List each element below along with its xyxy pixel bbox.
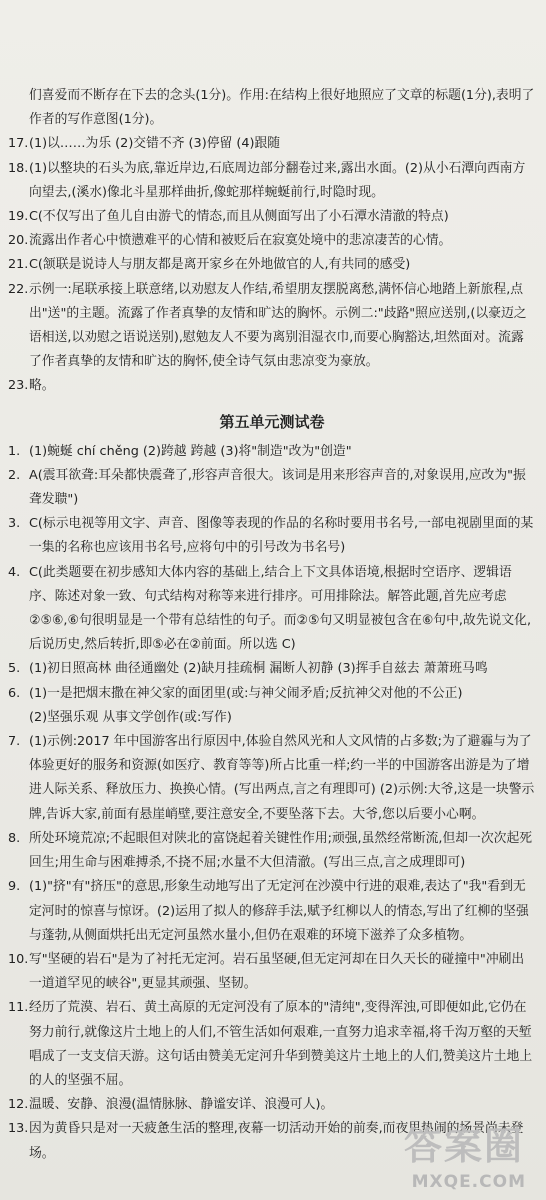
answer-text: (1)示例:2017 年中国游客出行原因中,体验自然风光和人文风情的占多数;为了避霾与为了体验更好的服务和资源(如医疗、教育等等)所占比重一样;约一半的中国游客出游是为了增进人际关系、释放压力、换换心情。(写出两点,言之有理即可) (2)示例:大爷,这是一块警示牌,告诉大家,前面有悬崖峭壁,要注意安全,不要坠落下去。大爷,您以后要小心啊。	[29, 734, 535, 822]
answer-text: 示例一:尾联承接上联意绪,以劝慰友人作结,希望朋友摆脱离愁,满怀信心地踏上新旅程,点出"送"的主题。流露了作者真挚的友情和旷达的胸怀。示例二:"歧路"照应送别,(以豪迈之语相送,以劝慰之语说送别),慰勉友人不要为离别泪湿衣巾,而要心胸豁达,坦然面对。流露了作者真挚的友情和旷达的胸怀,使全诗气氛由悲凉变为豪放。	[29, 281, 527, 370]
answer-text: 经历了荒漠、岩石、黄土高原的无定河没有了原本的"清纯",变得浑浊,可即便如此,它仍在努力前行,就像这片土地上的人们,不管生活如何艰难,一直努力追求幸福,将千沟万壑的天堑唱成了一支支信天游。这句话由赞美无定河升华到赞美这片土地上的人们,赞美这片土地上的人的坚强不屈。	[29, 1000, 533, 1088]
answer-number: 3.	[8, 516, 21, 532]
watermark-url: MXQE.COM	[411, 1172, 526, 1192]
answer-text: A(震耳欲聋:耳朵都快震聋了,形容声音很大。该词是用来形容声音的,对象误用,应改为"振聋发聩")	[29, 467, 526, 508]
answer-number: 4.	[8, 564, 21, 580]
answer-12	[8, 1093, 536, 1117]
answer-10	[8, 948, 536, 996]
answer-4	[8, 561, 536, 658]
answer-19	[8, 205, 536, 229]
answer-21	[8, 253, 536, 277]
answer-number: 7.	[8, 734, 21, 750]
answer-text: 写"坚硬的岩石"是为了衬托无定河。岩石虽坚硬,但无定河却在日久天长的碰撞中"冲刷出一道道罕见的峡谷",更显其顽强、坚韧。	[29, 951, 525, 992]
answer-9	[8, 875, 536, 948]
answer-number: 1.	[8, 443, 21, 459]
answer-number: 2.	[8, 467, 21, 483]
answer-text: C(标示电视等用文字、声音、图像等表现的作品的名称时要用书名号,一部电视剧里面的某一集的名称也应该用书名号,应将句中的引号改为书名号)	[29, 516, 534, 556]
answer-text: (1)以整块的石头为底,靠近岸边,石底周边部分翻卷过来,露出水面。(2)从小石潭向西南方向望去,(溪水)像北斗星那样曲折,像蛇那样蜿蜒前行,时隐时现。	[29, 160, 526, 200]
answer-number: 21.	[8, 257, 29, 273]
answer-number: 22.	[8, 281, 29, 297]
watermark-text: 答案圈	[403, 1124, 524, 1168]
answer-number: 19.	[8, 209, 29, 225]
answer-text: (1)蜿蜒 chí chěng (2)跨越 跨越 (3)将"制造"改为"创造"	[29, 443, 352, 459]
answer-18	[8, 157, 536, 205]
answer-5	[8, 657, 536, 681]
carryover-paragraph	[8, 84, 536, 132]
answer-number: 12.	[8, 1097, 29, 1113]
answer-number: 11.	[8, 1000, 29, 1016]
answer-number: 13.	[8, 1121, 29, 1137]
answer-11	[8, 996, 536, 1093]
answer-text: 流露出作者心中愤懑难平的心情和被贬后在寂寞处境中的悲凉凄苦的心情。	[29, 233, 452, 249]
answer-1	[8, 440, 536, 464]
carryover-text: 们喜爱而不断存在下去的念头(1分)。作用:在结构上很好地照应了文章的标题(1分),表明了作者的写作意图(1分)。	[29, 88, 535, 128]
answer-23	[8, 374, 536, 398]
answer-number: 23.	[8, 378, 29, 394]
answer-number: 5.	[8, 661, 21, 677]
answer-text: (1)"挤"有"挤压"的意思,形象生动地写出了无定河在沙漠中行进的艰难,表达了"我"看到无定河时的惊喜与惊讶。(2)运用了拟人的修辞手法,赋予红柳以人的情态,写出了红柳的坚强与蓬勃,从侧面烘托出无定河虽然水量小,但仍在艰难的环境下滋养了众多植物。	[29, 879, 529, 943]
answer-7	[8, 730, 536, 827]
answer-6-part2	[8, 706, 536, 730]
answer-17	[8, 132, 536, 156]
answer-3	[8, 512, 536, 560]
answer-number: 10.	[8, 951, 29, 967]
answer-text: (1)初日照高林 曲径通幽处 (2)缺月挂疏桐 漏断人初静 (3)挥手自兹去 萧萧班马鸣	[29, 661, 488, 677]
answer-8	[8, 827, 536, 875]
answer-2	[8, 464, 536, 512]
section-title: 第五单元测试卷	[219, 412, 325, 431]
answer-20	[8, 229, 536, 253]
answer-text: (2)坚强乐观 从事文学创作(或:写作)	[29, 709, 232, 725]
answer-text: C(不仅写出了鱼儿自由游弋的情态,而且从侧面写出了小石潭水清澈的特点)	[29, 209, 449, 225]
answer-text: 所处环境荒凉;不起眼但对陕北的富饶起着关键性作用;顽强,虽然经常断流,但却一次次起死回生;用生命与困难搏杀,不挠不屈;水量不大但清澈。(写出三点,言之成理即可)	[29, 830, 533, 871]
answer-number: 18.	[8, 160, 29, 176]
answer-number: 8.	[8, 830, 21, 846]
answer-text: (1)一是把烟末撒在神父家的面团里(或:与神父闹矛盾;反抗神父对他的不公正)	[29, 685, 463, 701]
answer-number: 9.	[8, 879, 21, 895]
answer-text: 因为黄昏只是对一天疲惫生活的整理,夜幕一切活动开始的前奏,而夜里热闹的场景尚未登场。	[29, 1121, 524, 1161]
answer-content	[8, 84, 536, 1166]
answer-number: 17.	[8, 136, 29, 152]
answer-text: (1)以……为乐 (2)交错不齐 (3)停留 (4)跟随	[29, 136, 281, 152]
answer-number: 6.	[8, 685, 21, 701]
answer-number: 20.	[8, 233, 29, 249]
answer-22	[8, 278, 536, 375]
watermark-logo	[398, 1126, 538, 1194]
answer-text: 温暖、安静、浪漫(温情脉脉、静谧安详、浪漫可人)。	[29, 1097, 334, 1113]
answer-6	[8, 682, 536, 706]
answer-text: C(颔联是说诗人与朋友都是离开家乡在外地做官的人,有共同的感受)	[29, 257, 411, 273]
answer-text: C(此类题要在初步感知大体内容的基础上,结合上下文具体语境,根据时空语序、逻辑语序、陈述对象一致、句式结构对称等来进行排序。可用排除法。解答此题,首先应考虑②⑤⑥,⑥句很明显是一个带有总结性的句子。而②⑤句又明显被包含在⑥句中,故先说文化,后说历史,然后转折,即⑤必在②前面。所以选 C)	[29, 564, 532, 653]
answer-text: 略。	[29, 378, 55, 394]
